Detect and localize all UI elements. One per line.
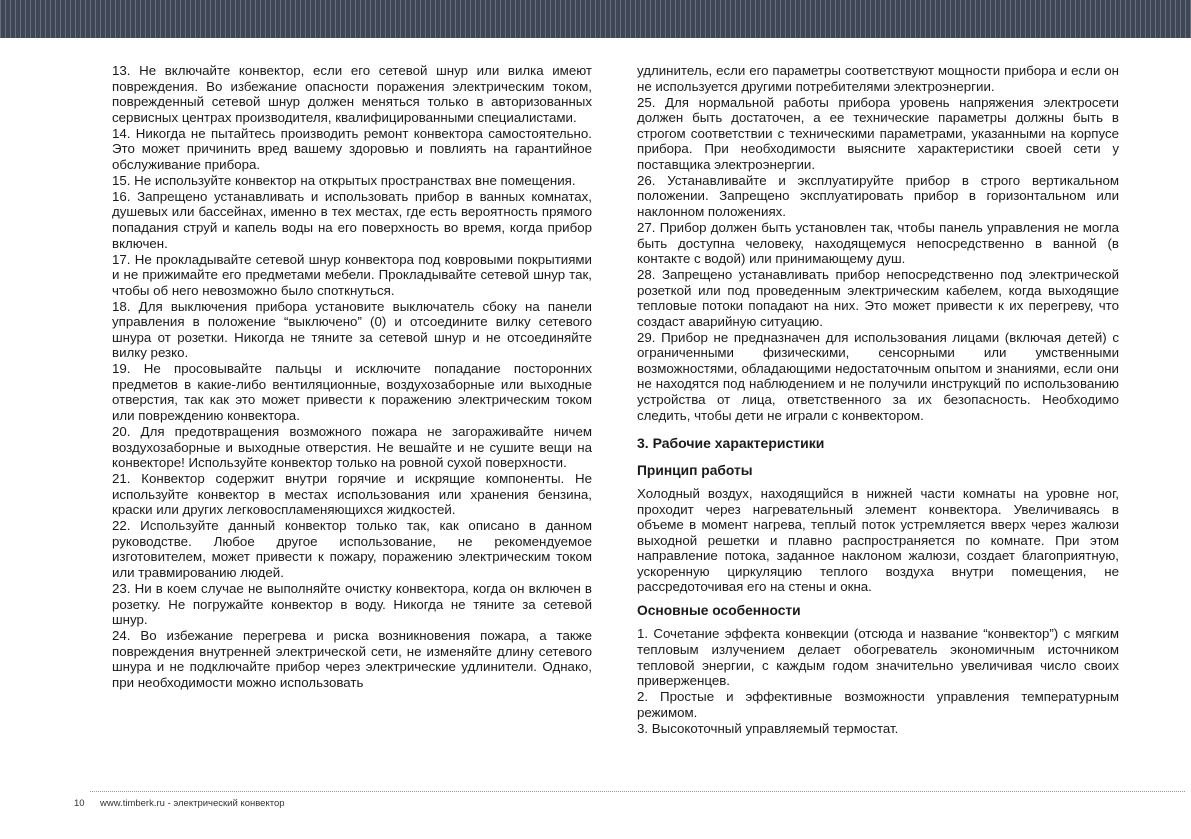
section-title: 3. Рабочие характеристики [637,435,825,452]
feature-2: 2. Простые и эффективные возможности управления температурным режимом. [637,689,1119,720]
right-column [637,63,1119,737]
header-stripe-band [0,0,1191,38]
rule-18: 18. Для выключения прибора установите выключатель сбоку на панели управления в положение “выключено” (0) и отсоедините вилку сетевого шнура от розетки. Никогда не тяните за сетевой шнур и не отсоединяйте вилку резко. [112,298,592,361]
rule-13: 13. Не включайте конвектор, если его сетевой шнур или вилка имеют повреждения. Во избежание опасности поражения электрическим током, поврежденный сетевой шнур должен меняться только в авторизованных сервисных центрах производителя, квалифицированными специалистами. [112,63,592,125]
rule-24: 24. Во избежание перегрева и риска возникновения пожара, а также повреждения внутренней электрической сети, не изменяйте длину сетевого шнура и не подключайте прибор через электрические удлинители. Однако, при необходимости можно использовать [112,628,592,690]
rule-22: 22. Используйте данный конвектор только так, как описано в данном руководстве. Любое другое использование, не рекомендуемое изготовителем, может привести к пожару, поражению электрическим током или травмированию людей. [112,518,592,580]
feature-3: 3. Высокоточный управляемый термостат. [637,720,899,736]
features-heading: Основные особенности [637,603,801,619]
feature-1: 1. Сочетание эффекта конвекции (отсюда и название “конвектор”) с мягким тепловым излучением делает обогреватель экономичным источником тепловой энергии, с каждым годом значительно увеличивая число своих приверженцев. [637,626,1119,689]
rule-15: 15. Не используйте конвектор на открытых пространствах вне помещения. [112,172,576,188]
rule-16: 16. Запрещено устанавливать и использовать прибор в ванных комнатах, душевых или бассейнах, именно в тех местах, где есть вероятность прямого попадания струй и капель воды на его поверхность во время, когда прибор включен. [112,188,592,251]
rule-29: 29. Прибор не предназначен для использования лицами (включая детей) с ограниченными физическими, сенсорными или умственными возможностями, обладающими недостаточным опытом и знаниями, если они не находятся под наблюдением и не получили инструкций по использованию устройства от лица, ответственного за их безопасность. Необходимо следить, чтобы дети не играли с конвектором. [637,329,1119,423]
rule-17: 17. Не прокладывайте сетевой шнур конвектора под ковровыми покрытиями и не прижимайте его предметами мебели. Прокладывайте сетевой шнур так, чтобы об него невозможно было споткнуться. [112,251,592,298]
footer-text: www.timberk.ru - электрический конвектор [100,798,285,809]
left-column [112,63,592,691]
rule-14: 14. Никогда не пытайтесь производить ремонт конвектора самостоятельно. Это может причинить вред вашему здоровью и повлиять на гарантийное обслуживание прибора. [112,125,592,172]
footer-divider [90,791,1185,792]
page-footer [74,798,285,809]
principle-heading: Принцип работы [637,463,753,479]
page-number: 10 [74,798,85,809]
rule-27: 27. Прибор должен быть установлен так, чтобы панель управления не могла быть доступна человеку, находящемуся непосредственно в ванной (в контакте с водой) или принимающему душ. [637,219,1119,267]
rule-25: 25. Для нормальной работы прибора уровень напряжения электросети должен быть достаточен, а ее технические параметры должны быть в строгом соответствии с техническими параметрами, указанными на корпусе прибора. При необходимости выясните характеристики своей сети у поставщика электроэнергии. [637,94,1119,172]
rule-26: 26. Устанавливайте и эксплуатируйте прибор в строго вертикальном положении. Запрещено эксплуатировать прибор в горизонтальном или наклонном положениях. [637,172,1119,219]
rule-28: 28. Запрещено устанавливать прибор непосредственно под электрической розеткой или под проведенным электрическим кабелем, когда выходящие тепловые потоки попадают на них. Это может привести к их перегреву, что создаст аварийную ситуацию. [637,267,1119,329]
rule-21: 21. Конвектор содержит внутри горячие и искрящие компоненты. Не используйте конвектор в местах использования или хранения бензина, краски или других легковоспламеняющихся жидкостей. [112,471,592,518]
principle-text: Холодный воздух, находящийся в нижней части комнаты на уровне ног, проходит через нагревательный элемент конвектора. Увеличиваясь в объеме в момент нагрева, теплый поток устремляется вверх через жалюзи выходной решетки и плавно распространяется по комнате. При этом направление потока, заданное наклоном жалюзи, создает благоприятную, ускоренную циркуляцию теплого воздуха внутри помещения, не рассредоточивая его на стены и окна. [637,486,1119,595]
rule-20: 20. Для предотвращения возможного пожара не загораживайте ничем воздухозаборные и выходные отверстия. Не вешайте и не сушите вещи на конвекторе! Используйте конвектор только на ровной сухой поверхности. [112,424,592,471]
rule-23: 23. Ни в коем случае не выполняйте очистку конвектора, когда он включен в розетку. Не погружайте конвектор в воду. Никогда не тяните за сетевой шнур. [112,581,592,628]
rule-19: 19. Не просовывайте пальцы и исключите попадание посторонних предметов в какие-либо вентиляционные, воздухозаборные или выходные отверстия, так как это может привести к поражению электрическим током или повреждению конвектора. [112,361,592,424]
rule-24-continued: удлинитель, если его параметры соответствуют мощности прибора и если он не используется другими потребителями электроэнергии. [637,63,1119,94]
